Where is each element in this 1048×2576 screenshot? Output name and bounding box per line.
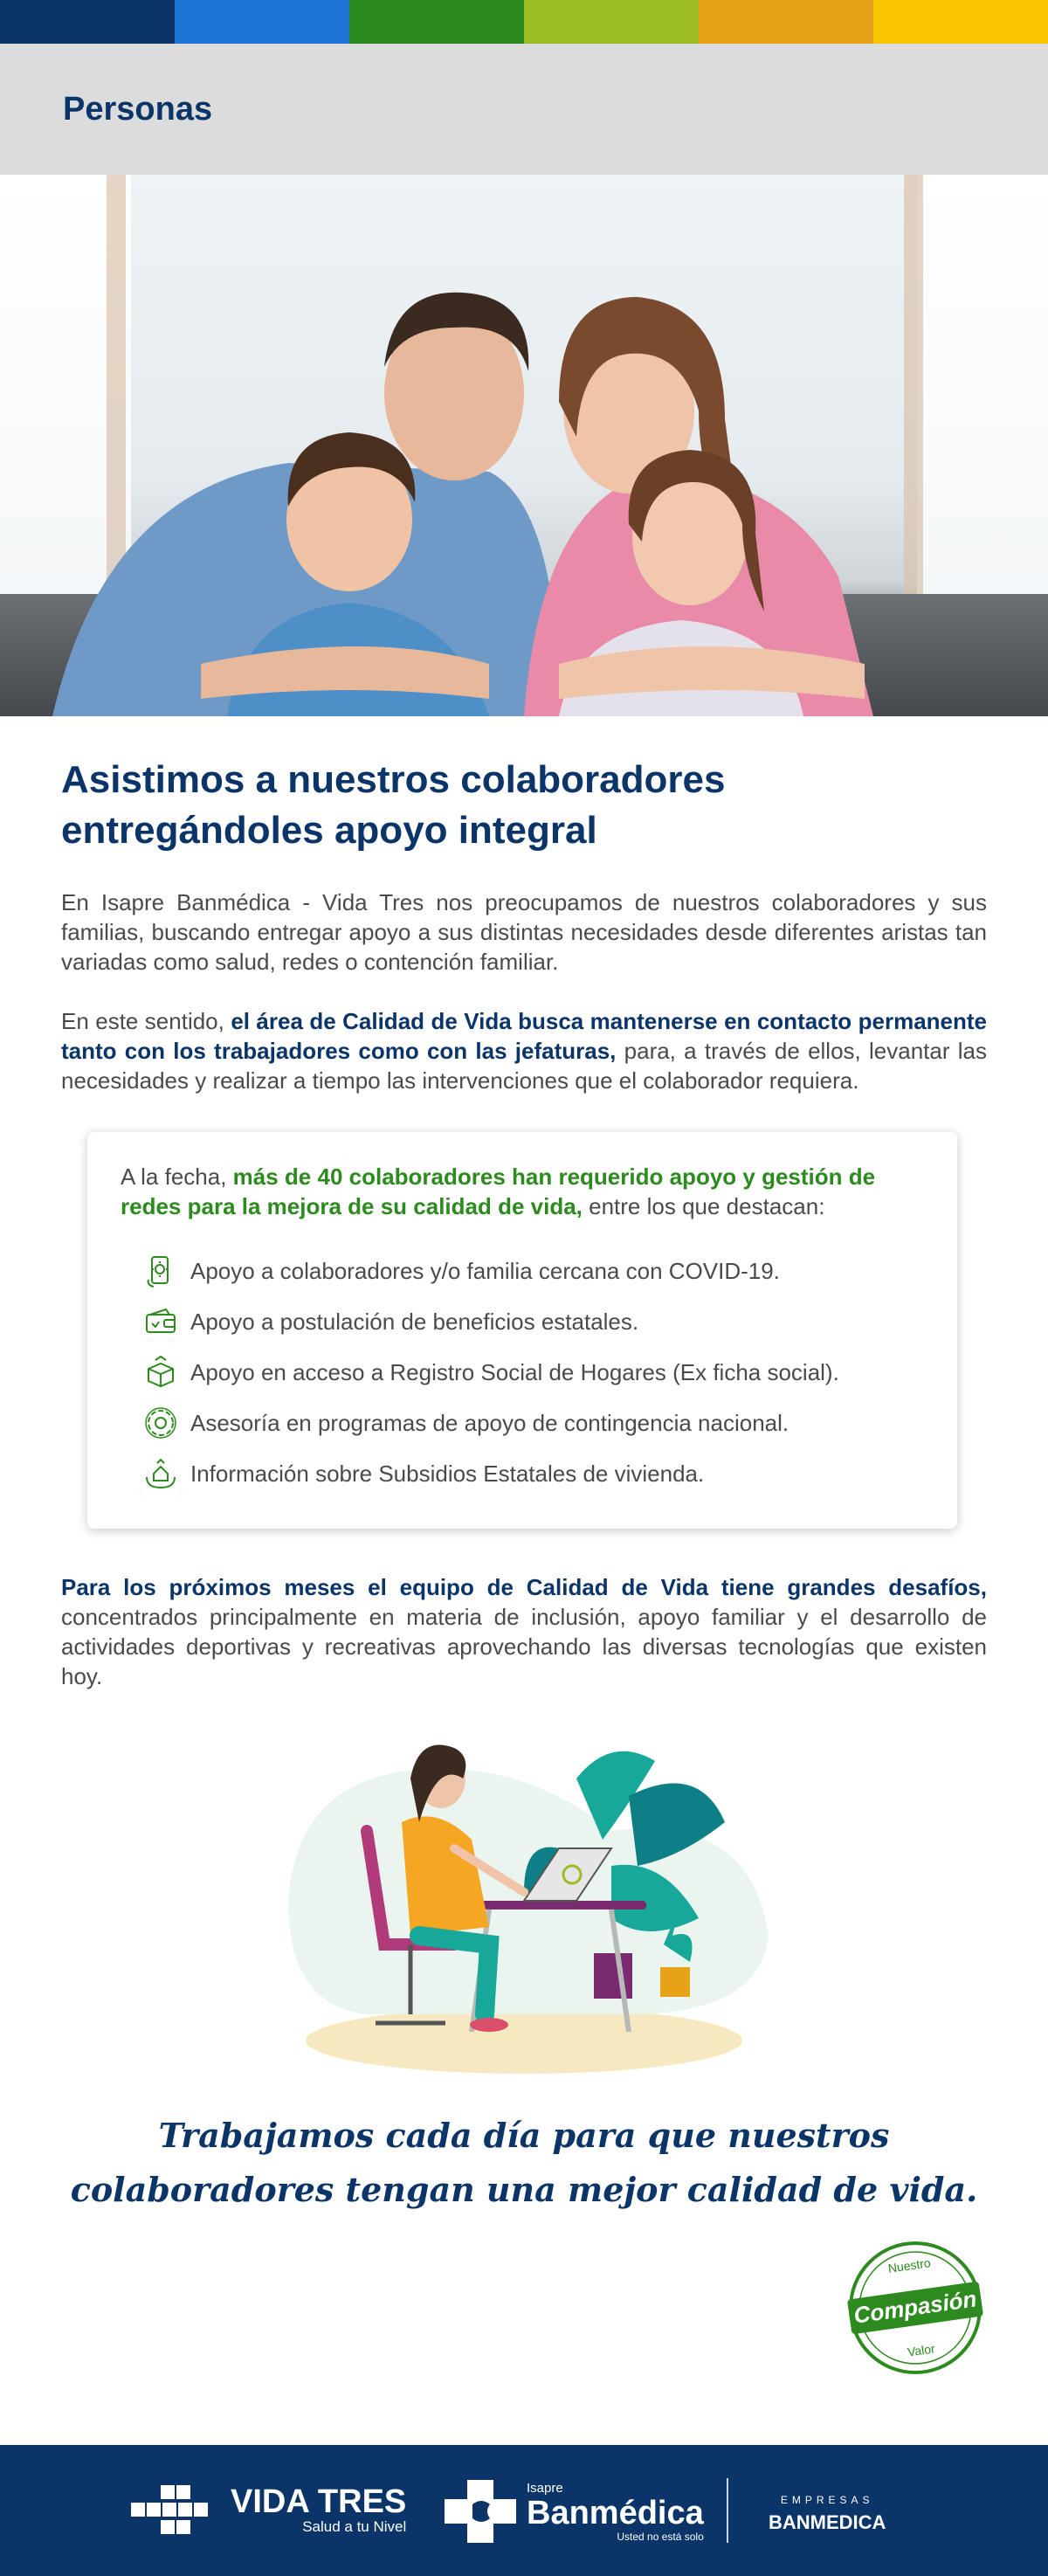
banmedica-tagline: Usted no está solo [617, 2530, 704, 2543]
list-item [121, 1347, 924, 1398]
empresas-name: BANMEDICA [769, 2511, 886, 2533]
banmedica-cross-icon [441, 2476, 520, 2546]
list-item [121, 1448, 924, 1499]
list-item [121, 1296, 924, 1347]
banmedica-prefix: Isapre [527, 2480, 563, 2496]
vidatres-cross-icon [131, 2485, 218, 2536]
support-list [121, 1246, 924, 1499]
list-item [121, 1398, 924, 1448]
section-header [0, 44, 1048, 175]
quote-line2: colaboradores tengan una mejor calidad de vida. [70, 2170, 978, 2209]
flower-icon [143, 1405, 178, 1440]
empresas-prefix: EMPRESAS [780, 2494, 874, 2506]
wallet-icon [143, 1304, 178, 1339]
list-item-label: Apoyo en acceso a Registro Social de Hogares (Ex ficha social). [190, 1358, 839, 1385]
card-intro-start: A la fecha, [121, 1164, 233, 1190]
woman-laptop-illustration [0, 1726, 1048, 2084]
list-item-label: Apoyo a postulación de beneficios estatales. [190, 1308, 639, 1335]
banmedica-name: Banmédica [527, 2494, 704, 2531]
badge-bottom: Valor [907, 2341, 936, 2359]
vidatres-tagline: Salud a tu Nivel [302, 2518, 407, 2535]
color-stripe [349, 0, 524, 44]
brand-color-bar [0, 0, 1048, 44]
value-badge-area [0, 2217, 1048, 2365]
page-title: Personas [63, 90, 213, 128]
card-intro-end: entre los que destacan: [582, 1193, 825, 1219]
family-figures [0, 175, 1048, 716]
intro-paragraph-2 [61, 1006, 987, 1095]
quote-line1: Trabajamos cada día para que nuestros [158, 2116, 890, 2155]
support-card [87, 1132, 957, 1529]
badge-main: Compasión [852, 2285, 979, 2329]
footer [0, 2445, 1048, 2576]
closing-quote [0, 2109, 1048, 2217]
headline [61, 755, 987, 856]
intro-p2-bold: el área de Calidad de Vida busca mantenerse en contacto permanente tanto con los trabajadores como con las jefaturas, [61, 1008, 987, 1064]
family-photo [0, 175, 1048, 716]
phone-virus-icon [143, 1253, 178, 1288]
headline-line1: Asistimos a nuestros colaboradores [61, 758, 726, 801]
intro-p2-end: para, a través de ellos, levantar las necesidades y realizar a tiempo las intervenciones que el colaborador requiera. [61, 1038, 987, 1094]
banmedica-logo [441, 2476, 704, 2546]
card-intro-bold: más de 40 colaboradores han requerido apoyo y gestión de redes para la mejora de su calidad de vida, [121, 1164, 876, 1219]
card-intro [121, 1162, 924, 1221]
outlook-bold: Para los próximos meses el equipo de Calidad de Vida tiene grandes desafíos, [61, 1574, 987, 1600]
badge-top: Nuestro [886, 2255, 932, 2276]
value-badge [845, 2238, 985, 2378]
list-item [121, 1246, 924, 1296]
list-item-label: Información sobre Subsidios Estatales de vivienda. [190, 1460, 705, 1487]
intro-p2-start: En este sentido, [61, 1008, 231, 1034]
empresas-banmedica-logo [769, 2494, 886, 2534]
color-stripe [699, 0, 873, 44]
house-hands-icon [143, 1456, 178, 1491]
vidatres-logo [131, 2485, 406, 2536]
headline-line2: entregándoles apoyo integral [61, 809, 597, 852]
list-item-label: Apoyo a colaboradores y/o familia cercana con COVID-19. [190, 1257, 780, 1284]
color-stripe [873, 0, 1048, 44]
outlook-paragraph [61, 1572, 987, 1691]
list-item-label: Asesoría en programas de apoyo de contingencia nacional. [190, 1409, 789, 1436]
color-stripe [524, 0, 699, 44]
outlook-rest: concentrados principalmente en materia de inclusión, apoyo familiar y el desarrollo de actividades deportivas y recreativas aprovechando las diversas tecnologías que existen hoy. [61, 1604, 987, 1689]
intro-paragraph-1: En Isapre Banmédica - Vida Tres nos preocupamos de nuestros colaboradores y sus familias, buscando entregar apoyo a sus distintas necesidades desde diferentes aristas tan variadas como salud, redes o contención familiar. [61, 889, 987, 975]
footer-divider [727, 2478, 728, 2543]
box-icon [143, 1355, 178, 1390]
color-stripe [0, 0, 175, 44]
vidatres-name: VIDA TRES [231, 2483, 407, 2520]
color-stripe [175, 0, 349, 44]
